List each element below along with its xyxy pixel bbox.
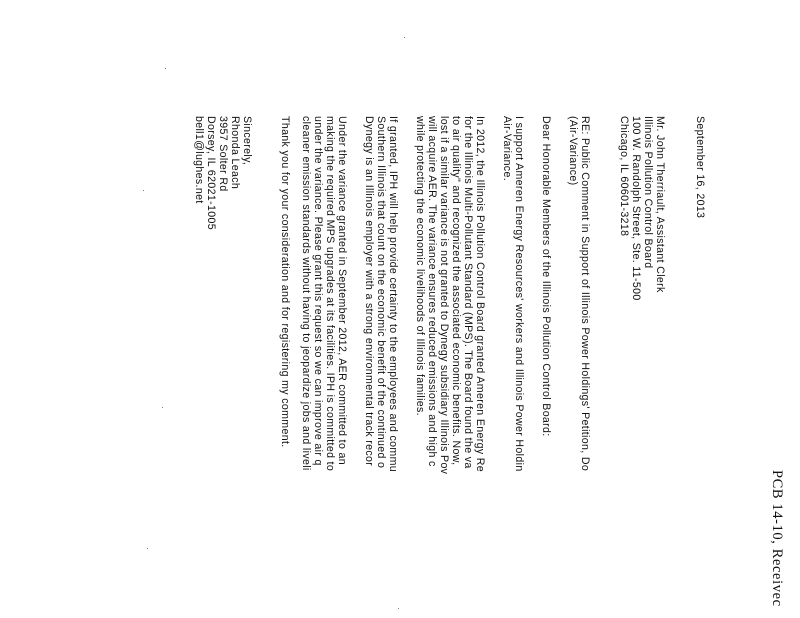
subject-line-2: (Air-Variance) (567, 116, 579, 186)
paragraph-line: Air-Variance. (501, 116, 513, 181)
signer-name: Rhonda Leach (229, 116, 241, 190)
subject-line: RE: Public Comment in Support of Illinois Power Holdings' Petition, Do (579, 116, 591, 472)
recipient-street: 100 W. Randolph Street, Ste. 11-500 (630, 116, 642, 301)
scan-speck (162, 407, 163, 408)
received-stamp: PCB 14-10, Receivec (769, 470, 785, 607)
scan-speck (404, 37, 405, 38)
signer-street: 3957 Solter Rd (217, 116, 229, 192)
closing: Sincerely, (241, 116, 253, 166)
paragraph-line: Southern Illinois that count on the economic benefit of the continued o (375, 116, 387, 469)
recipient-name: Mr. John Therriault, Assistant Clerk (654, 116, 666, 293)
signer-city: Dorsey, IL 62021-1005 (205, 116, 217, 230)
letter-date: September 16, 2013 (694, 116, 706, 219)
paragraph-line: cleaner emission standards without having to jeopardize jobs and liveli (300, 116, 312, 471)
paragraph-line: Dynegy is an Illinois employer with a strong environmental track recor (363, 116, 375, 467)
recipient-org: Illinois Pollution Control Board (642, 116, 654, 269)
paragraph-line: while protecting the economic livelihoods of Illinois families. (414, 116, 426, 416)
paragraph-line: Thank you for your consideration and for registering my comment. (279, 116, 291, 448)
scan-speck (398, 608, 399, 609)
scan-speck (143, 190, 144, 191)
signer-email: bell1@lughes.net (193, 116, 205, 204)
salutation: Dear Honorable Members of the Illinois Pollution Control Board: (540, 116, 552, 437)
scan-speck (165, 68, 166, 69)
paragraph-line: for the Illinois Multi-Pollutant Standard (MPS). The Board found the va (462, 116, 474, 469)
paragraph-line: under the variance. Please grant this request so we can improve air q (312, 116, 324, 466)
scan-speck (147, 548, 148, 549)
paragraph-line: If granted, IPH will help provide certainty to the employees and commu (387, 116, 399, 473)
paragraph-line: to air quality" and recognized the associated economic benefits. Now, (450, 116, 462, 466)
paragraph-line: In 2012, the Illinois Pollution Control Board granted Ameren Energy Re (474, 116, 486, 473)
paragraph-line: Under the variance granted in September 2012, AER committed to an (336, 116, 348, 465)
recipient-city: Chicago, IL 60601-3218 (618, 116, 630, 237)
paragraph-line: making the required MPS upgrades at its facilities. IPH is committed to (324, 116, 336, 472)
paragraph-line: lost if a similar variance is not granted to Dynegy subsidiary Illinois Pov (438, 116, 450, 475)
paragraph-line: will acquire AER. The variance ensures reduced emissions and high c (426, 116, 438, 467)
paragraph-line: I support Ameren Energy Resources' workers and Illinois Power Holdin (513, 116, 525, 472)
